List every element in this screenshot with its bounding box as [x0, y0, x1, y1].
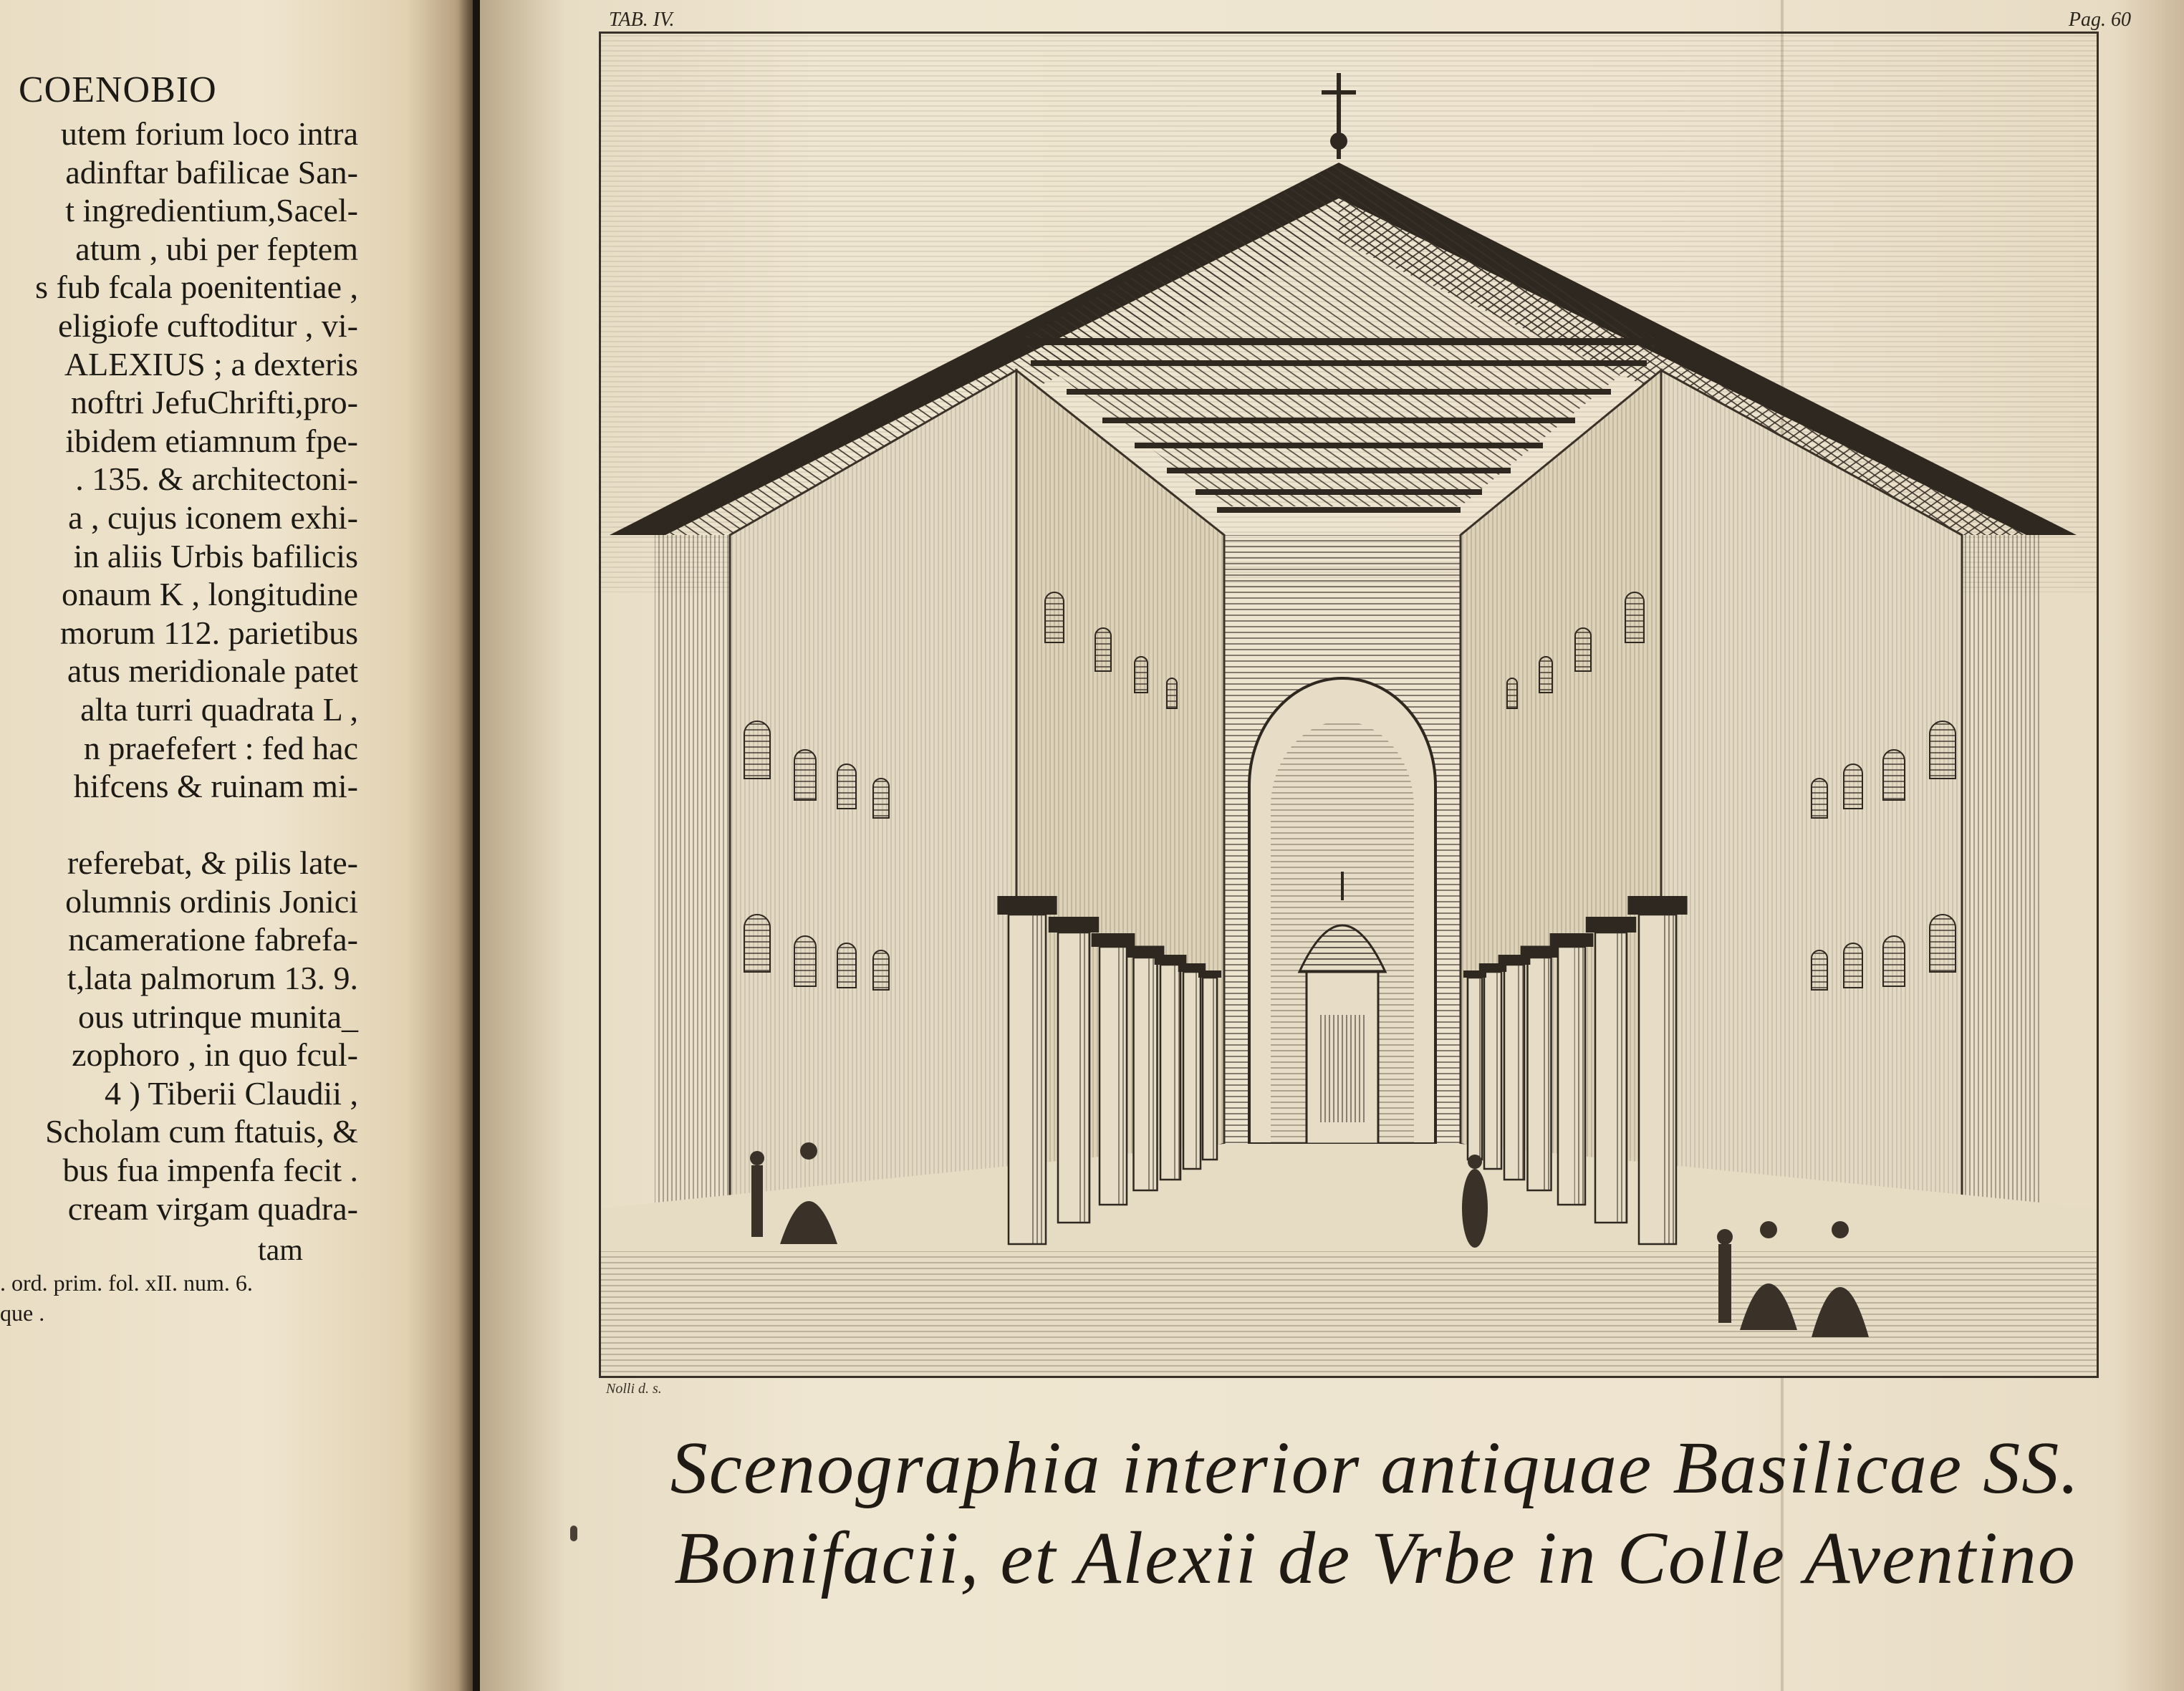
text-line: adinftar bafilicae San-: [65, 153, 358, 191]
left-outer-wall: [655, 535, 730, 1208]
text-line: hifcens & ruinam mi-: [73, 768, 358, 805]
window: [1045, 592, 1064, 642]
body-text-column: [0, 115, 358, 1228]
text-line: a , cujus iconem exhi-: [68, 498, 358, 536]
window: [1539, 657, 1552, 693]
text-line: olumnis ordinis Jonici: [65, 882, 358, 920]
text-line: ous utrinque munita_: [78, 998, 358, 1035]
text-line: 4 ) Tiberii Claudii ,: [105, 1074, 358, 1112]
caption-line-2: Bonifacii, et Alexii de Vrbe in Colle Aventino: [674, 1517, 2077, 1599]
text-line: [0, 806, 358, 844]
window: [1883, 936, 1905, 986]
window: [837, 943, 856, 988]
catchword: tam: [258, 1234, 303, 1267]
engraver-signature: Nolli d. s.: [606, 1381, 662, 1397]
text-line: morum 112. parietibus: [59, 614, 358, 651]
window: [1812, 950, 1827, 990]
left-book-page: [0, 0, 473, 1691]
page-reference: Pag. 60: [2068, 9, 2131, 31]
text-line: n praefefert : fed hac: [83, 729, 358, 766]
window: [1883, 750, 1905, 800]
footnote-line: que .: [0, 1300, 45, 1326]
text-line: utem forium loco intra: [60, 115, 358, 152]
window: [1135, 657, 1148, 693]
text-line: eligiofe cuftoditur , vi-: [58, 307, 358, 344]
text-line: atum , ubi per feptem: [75, 230, 358, 267]
window: [794, 750, 816, 800]
window: [1844, 764, 1862, 809]
window: [744, 721, 770, 779]
window: [744, 915, 770, 972]
column: [1463, 970, 1486, 1160]
window: [837, 764, 856, 809]
text-line: ALEXIUS ; a dexteris: [64, 345, 358, 382]
basilica-engraving: [601, 34, 2097, 1376]
plate-caption: [609, 1425, 2142, 1601]
text-line: ibidem etiamnum fpe-: [65, 422, 358, 459]
text-line: cream virgam quadra-: [67, 1190, 358, 1227]
window: [873, 950, 889, 990]
window: [1930, 721, 1956, 779]
text-line: in aliis Urbis bafilicis: [73, 537, 358, 574]
window: [1812, 779, 1827, 818]
window: [1507, 678, 1517, 708]
text-line: ncameratione fabrefa-: [68, 921, 358, 958]
plate-number: TAB. IV.: [609, 9, 675, 31]
text-line: s fub fcala poenitentiae ,: [35, 269, 358, 306]
ink-spot: [570, 1526, 577, 1541]
footnote-line: . ord. prim. fol. xII. num. 6.: [0, 1270, 253, 1296]
text-line: bus fua impenfa fecit .: [62, 1152, 358, 1189]
text-line: referebat, & pilis late-: [67, 844, 358, 882]
text-line: . 135. & architectoni-: [75, 461, 358, 498]
window: [1095, 628, 1111, 671]
window: [1625, 592, 1644, 642]
text-line: t,lata palmorum 13. 9.: [67, 960, 358, 997]
text-line: noftri JefuChrifti,pro-: [70, 384, 358, 421]
window: [794, 936, 816, 986]
text-line: onaum K , longitudine: [62, 576, 358, 613]
caption-line-1: Scenographia interior antiquae Basilicae SS.: [670, 1427, 2081, 1509]
window: [1575, 628, 1591, 671]
text-line: Scholam cum ftatuis, &: [45, 1113, 358, 1150]
right-book-page: [480, 0, 2184, 1691]
text-line: zophoro , in quo fcul-: [72, 1036, 358, 1074]
running-head: COENOBIO: [19, 69, 217, 110]
text-line: alta turri quadrata L ,: [80, 690, 358, 728]
column: [1198, 970, 1221, 1160]
text-line: atus meridionale patet: [67, 652, 358, 690]
window: [1930, 915, 1956, 972]
window: [1167, 678, 1177, 708]
right-outer-wall: [1962, 535, 2041, 1208]
text-line: t ingredientium,Sacel-: [65, 192, 358, 229]
window: [1844, 943, 1862, 988]
footnotes: [0, 1268, 358, 1328]
window: [873, 779, 889, 818]
